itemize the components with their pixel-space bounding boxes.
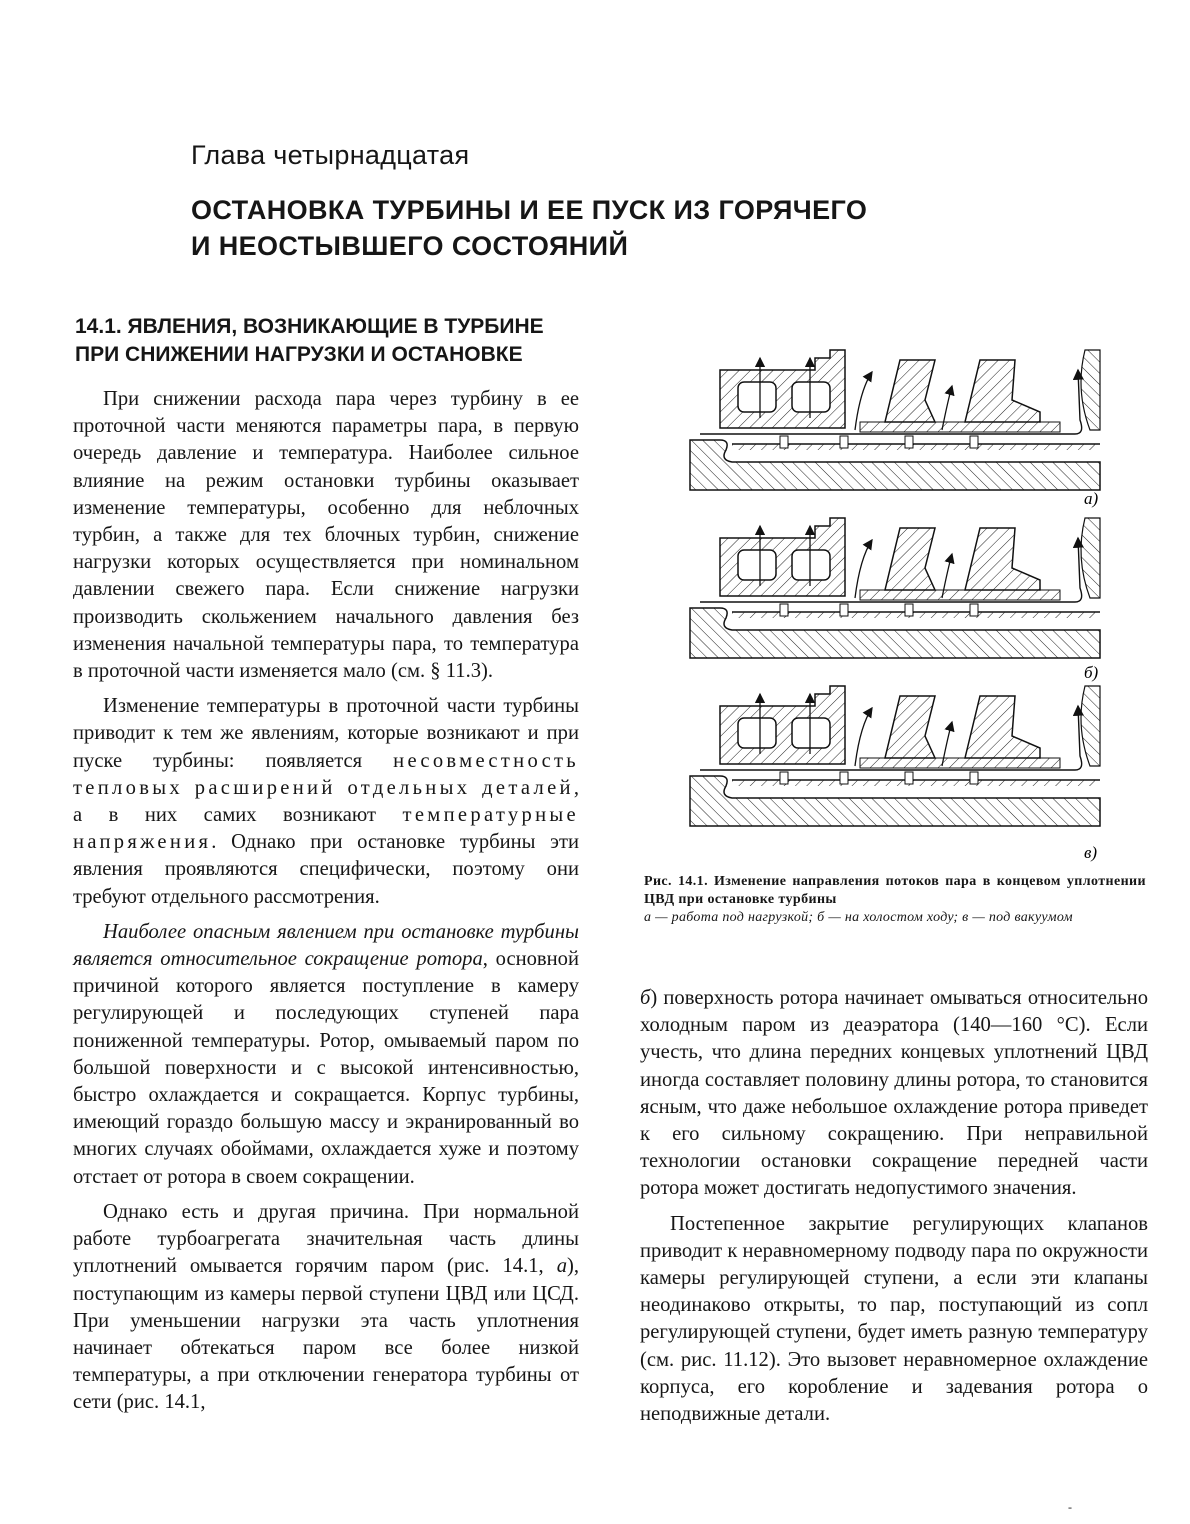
figure-caption — [644, 873, 1146, 927]
paragraph-4-text-a: Однако есть и другая причина. При нормальной работе турбоагрегата значительная часть длины уплотнений омывается горячим паром (рис. 14.1, — [73, 1200, 579, 1278]
chapter-title-line-2: И НЕОСТЫВШЕГО СОСТОЯНИЙ — [191, 231, 629, 261]
paragraph-3-text: , основной причиной которого является поступление в камеру регулирующей и последующих ступеней пара пониженной температуры. Ротор, омываемый паром по большой поверхности и с высокой интенсивностью, быстро охлаждается и сокращается. Корпус турбины, имеющий гораздо большую массу и экранированный во многих случаях обоймами, охлаждается хуже и поэтому отстает от ротора в своем сокращении. — [73, 948, 579, 1188]
section-heading-line-1: 14.1. ЯВЛЕНИЯ, ВОЗНИКАЮЩИЕ В ТУРБИНЕ — [75, 315, 544, 338]
panel-label-a: а) — [1084, 489, 1099, 508]
chapter-title-line-1: ОСТАНОВКА ТУРБИНЫ И ЕЕ ПУСК ИЗ ГОРЯЧЕГО — [191, 195, 868, 225]
paragraph-2-text-a: Изменение температуры в проточной части турбины приводит к тем же явлениям, которые возникают и при пуске турбины: появляется — [73, 695, 579, 772]
section-heading-line-2: ПРИ СНИЖЕНИИ НАГРУЗКИ И ОСТАНОВКЕ — [75, 343, 523, 366]
figure-ref-a: а — [556, 1255, 567, 1278]
paragraph-2 — [73, 693, 579, 911]
spaced-term-incompatibility: несовместность тепловых расширений отдельных деталей — [73, 749, 579, 799]
left-column — [73, 386, 579, 1425]
paragraph-4-text-b-it: б — [640, 987, 651, 1009]
chapter-title — [191, 192, 867, 264]
paragraph-1: При снижении расхода пара через турбину в ее проточной части меняются параметры пара, в первую очередь давление и температура. Наиболее сильное влияние на режим остановки турбины оказывает изменение температуры, особенно для неблочных турбин, а также для тех блочных турбин, снижение нагрузки которых осуществляется при номинальном давлении свежего пара. Если снижение нагрузки производить скольжением начального давления без изменения начальной температуры пара, то температура в проточной части изменяется мало (см. § 11.3). — [73, 388, 579, 683]
panel-label-c: в) — [1084, 843, 1098, 862]
paragraph-4-text-c: ) поверхность ротора начинает омываться относительно холодным паром из деаэратора (140—160 °С). Если учесть, что длина передних концевых уплотнений ЦВД иногда составляет половину длины ротора, то становится ясным, что даже небольшое охлаждение ротора приведет к его сильному сокращению. При неправильной технологии остановки сокращение передней части ротора может достигать недопустимого значения. — [640, 987, 1148, 1200]
paragraph-4-text-b: ), поступающим из камеры первой ступени ЦВД или ЦСД. При уменьшении нагрузки эта часть уплотнения начинает обтекаться паром все более низкой температуры, а при отключении генератора турбины от сети (рис. 14.1, — [73, 1255, 579, 1414]
paragraph-2-text-b: , а в них самих возникают — [73, 776, 579, 827]
paragraph-2-text-c: . Однако при остановке турбины эти явления проявляются специфически, поэтому они требуют отдельного рассмотрения. — [73, 831, 579, 908]
paragraph-4-continued — [640, 985, 1148, 1203]
caption-title: Рис. 14.1. Изменение направления потоков пара в концевом уплотнении ЦВД при остановке турбины — [644, 874, 1146, 907]
italic-emphasis: Наиболее опасным явлением при остановке турбины является относительное сокращение ротора — [73, 920, 579, 971]
caption-legend: а — работа под нагрузкой; б — на холостом ходу; в — под вакуумом — [644, 910, 1073, 925]
chapter-label: Глава четырнадцатая — [191, 140, 470, 170]
section-heading — [75, 313, 544, 369]
panel-label-b: б) — [1084, 663, 1099, 682]
paragraph-4 — [73, 1199, 579, 1417]
spaced-term-stresses: температурные напряжения — [73, 804, 579, 854]
seal-diagram-figure — [680, 340, 1120, 870]
paragraph-5: Постепенное закрытие регулирующих клапанов приводит к неравномерному подводу пара по окружности камеры регулирующей ступени, а если эти клапаны неодинаково открыты, то пар, поступающий из сопл регулирующей ступени, будет иметь разную температуру (см. рис. 11.12). Это вызовет неравномерное охлаждение корпуса, его коробление и задевания ротора о неподвижные детали. — [640, 1212, 1148, 1426]
right-column — [640, 985, 1148, 1436]
paragraph-3 — [73, 919, 579, 1191]
page-mark: - — [1068, 1500, 1072, 1514]
